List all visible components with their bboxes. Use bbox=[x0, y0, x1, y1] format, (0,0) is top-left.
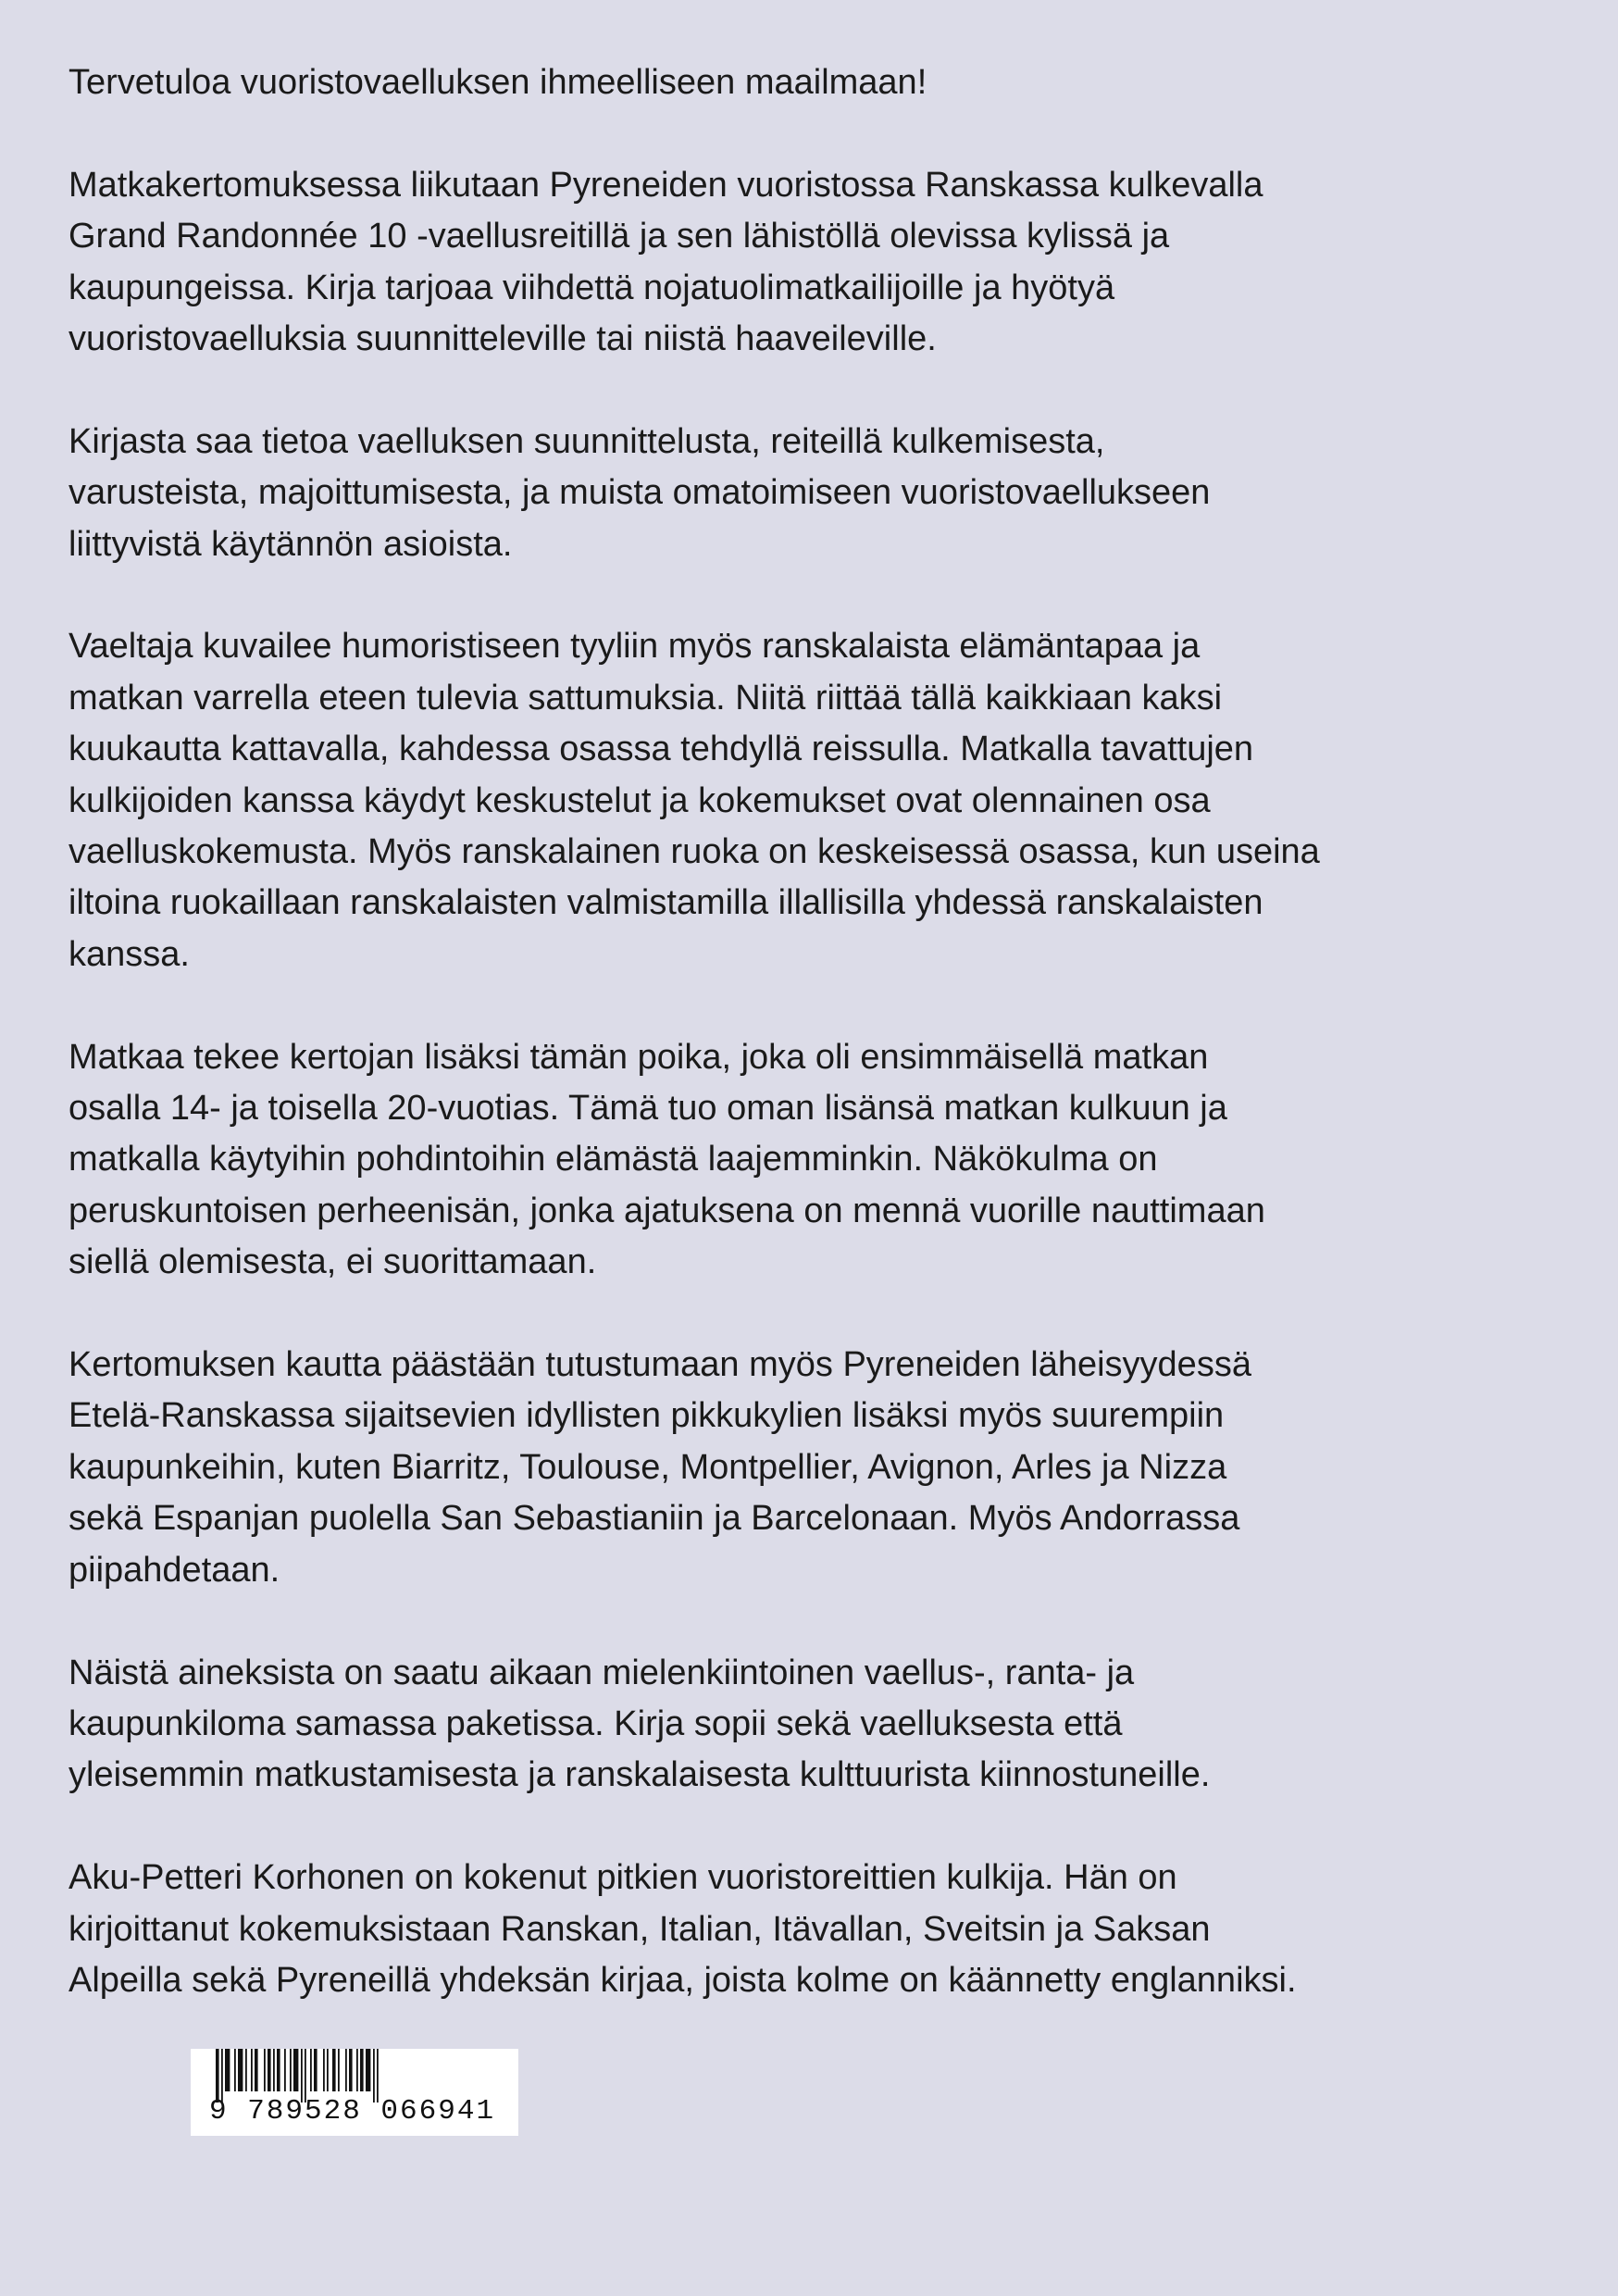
text-line: piipahdetaan. bbox=[68, 1550, 280, 1590]
barcode-bar bbox=[255, 2049, 258, 2091]
text-line: kaupunkiloma samassa paketissa. Kirja sopii sekä vaelluksesta että bbox=[68, 1703, 1123, 1743]
barcode-bar bbox=[345, 2049, 347, 2091]
text-line: Matkaa tekee kertojan lisäksi tämän poika, joka oli ensimmäisellä matkan bbox=[68, 1037, 1209, 1077]
barcode-bar bbox=[360, 2049, 364, 2091]
text-line: kanssa. bbox=[68, 934, 190, 974]
text-line: vaelluskokemusta. Myös ranskalainen ruoka on keskeisessä osassa, kun useina bbox=[68, 832, 1320, 872]
text-line: Kirjasta saa tietoa vaelluksen suunnittelusta, reiteillä kulkemisesta, bbox=[68, 421, 1105, 461]
text-line: kaupungeissa. Kirja tarjoaa viihdettä nojatuolimatkailijoille ja hyötyä bbox=[68, 268, 1115, 307]
barcode-bar bbox=[349, 2049, 353, 2091]
paragraph bbox=[68, 1340, 1568, 1596]
text-line: iltoina ruokaillaan ranskalaisten valmistamilla illallisilla yhdessä ranskalaisten bbox=[68, 883, 1263, 923]
barcode-bar bbox=[290, 2049, 292, 2091]
text-line: Etelä-Ranskassa sijaitsevien idyllisten pikkukylien lisäksi myös suurempiin bbox=[68, 1396, 1225, 1436]
barcode-bar bbox=[332, 2049, 336, 2091]
barcode-bar bbox=[238, 2049, 243, 2091]
text-line: yleisemmin matkustamisesta ja ranskalaisesta kulttuurista kiinnostuneille. bbox=[68, 1755, 1211, 1795]
isbn-barcode bbox=[191, 2049, 518, 2136]
text-line: kaupunkeihin, kuten Biarritz, Toulouse, Montpellier, Avignon, Arles ja Nizza bbox=[68, 1447, 1227, 1487]
barcode-bar bbox=[293, 2049, 298, 2091]
text-line: Matkakertomuksessa liikutaan Pyreneiden vuoristossa Ranskassa kulkevalla bbox=[68, 165, 1263, 205]
paragraph bbox=[68, 417, 1568, 570]
text-line: vuoristovaelluksia suunnitteleville tai niistä haaveileville. bbox=[68, 319, 937, 359]
barcode-bar bbox=[277, 2049, 280, 2091]
text-line: liittyvistä käytännön asioista. bbox=[68, 524, 513, 564]
text-line: sekä Espanjan puolella San Sebastianiin ja Barcelonaan. Myös Andorrassa bbox=[68, 1499, 1240, 1539]
text-line: kulkijoiden kanssa käydyt keskustelut ja kokemukset ovat olennainen osa bbox=[68, 780, 1211, 820]
text-line: Vaeltaja kuvailee humoristiseen tyyliin myös ranskalaista elämäntapaa ja bbox=[68, 627, 1201, 667]
barcode-bar bbox=[264, 2049, 266, 2091]
barcode-bar bbox=[284, 2049, 286, 2091]
paragraph bbox=[68, 621, 1568, 980]
text-line: kirjoittanut kokemuksistaan Ranskan, Italian, Itävallan, Sveitsin ja Saksan bbox=[68, 1909, 1211, 1949]
barcode-bar bbox=[314, 2049, 317, 2091]
text-line: Näistä aineksista on saatu aikaan mielenkiintoinen vaellus-, ranta- ja bbox=[68, 1653, 1135, 1692]
text-line: matkalla käytyihin pohdintoihin elämästä laajemminkin. Näkökulma on bbox=[68, 1140, 1158, 1179]
barcode-bar bbox=[338, 2049, 340, 2091]
paragraph bbox=[68, 1648, 1568, 1802]
isbn-number: 9 789528 066941 bbox=[209, 2095, 496, 2128]
barcode-bar bbox=[245, 2049, 247, 2091]
barcode-bar bbox=[366, 2049, 370, 2091]
text-line: varusteista, majoittumisesta, ja muista omatoimiseen vuoristovaellukseen bbox=[68, 473, 1211, 513]
text-line: Tervetuloa vuoristovaelluksen ihmeelliseen maailmaan! bbox=[68, 63, 927, 102]
barcode-bar bbox=[323, 2049, 325, 2091]
text-line: kuukautta kattavalla, kahdessa osassa tehdyllä reissulla. Matkalla tavattujen bbox=[68, 730, 1254, 769]
text-line: Grand Randonnée 10 -vaellusreitillä ja sen lähistöllä olevissa kylissä ja bbox=[68, 217, 1170, 256]
barcode-bar bbox=[225, 2049, 230, 2091]
barcode-bar bbox=[273, 2049, 275, 2091]
barcode-bar bbox=[234, 2049, 236, 2091]
text-line: peruskuntoisen perheenisän, jonka ajatuksena on mennä vuorille nauttimaan bbox=[68, 1191, 1265, 1230]
text-line: siellä olemisesta, ei suorittamaan. bbox=[68, 1242, 597, 1282]
text-line: Kertomuksen kautta päästään tutustumaan myös Pyreneiden läheisyydessä bbox=[68, 1345, 1251, 1385]
barcode-bar bbox=[356, 2049, 358, 2091]
paragraph bbox=[68, 1032, 1568, 1289]
barcode-bar bbox=[251, 2049, 253, 2091]
text-line: Aku-Petteri Korhonen on kokenut pitkien vuoristoreittien kulkija. Hän on bbox=[68, 1858, 1177, 1898]
barcode-bar bbox=[268, 2049, 271, 2091]
barcode-bar bbox=[310, 2049, 312, 2091]
text-line: osalla 14- ja toisella 20-vuotias. Tämä tuo oman lisänsä matkan kulkuun ja bbox=[68, 1089, 1227, 1129]
text-line: matkan varrella eteen tulevia sattumuksia. Niitä riittää tällä kaikkiaan kaksi bbox=[68, 678, 1223, 718]
text-line: Alpeilla sekä Pyreneillä yhdeksän kirjaa, joista kolme on käännetty englanniksi. bbox=[68, 1960, 1297, 2000]
paragraph bbox=[68, 1853, 1568, 2006]
paragraph bbox=[68, 160, 1568, 366]
barcode-bar bbox=[327, 2049, 329, 2091]
back-cover-text bbox=[68, 57, 1568, 2058]
paragraph bbox=[68, 57, 1568, 108]
